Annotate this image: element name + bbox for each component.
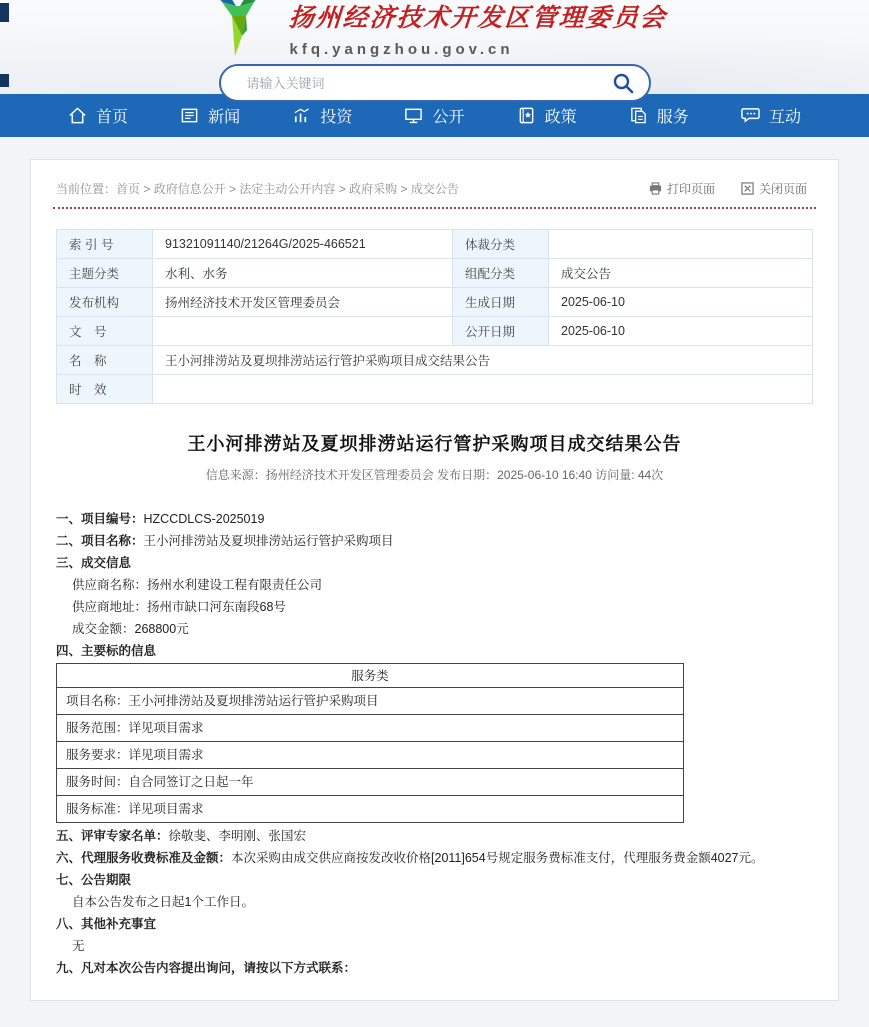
supplier-address-line: 供应商地址：扬州市缺口河东南段68号 xyxy=(72,600,286,614)
section-label: 五、评审专家名单： xyxy=(56,829,169,843)
search-icon[interactable] xyxy=(611,71,635,95)
content-card xyxy=(30,159,839,1001)
nav-item-home[interactable] xyxy=(68,104,128,127)
section-subject-heading: 四、主要标的信息 xyxy=(56,644,157,658)
table-row xyxy=(57,375,813,404)
meta-label-group: 组配分类 xyxy=(453,259,549,288)
award-amount-line: 成交金额：268800元 xyxy=(72,622,189,636)
breadcrumb-prefix: 当前位置： xyxy=(56,182,117,196)
screen-edge-fragment-top xyxy=(0,3,9,22)
service-standard: 服务标准：详见项目需求 xyxy=(57,796,684,823)
site-title: 扬州经济技术开发区管理委员会 xyxy=(288,3,669,32)
nav-item-policy[interactable] xyxy=(517,104,577,127)
breadcrumb-row xyxy=(56,174,813,207)
meta-value-topic: 水利、水务 xyxy=(153,259,453,288)
section-experts xyxy=(56,826,813,846)
meta-value-index: 91321091140/21264G/2025-466521 xyxy=(153,230,453,259)
table-row xyxy=(57,230,813,259)
meta-value-name: 王小河排涝站及夏坝排涝站运行管护采购项目成交结果公告 xyxy=(153,346,813,375)
table-row xyxy=(57,688,684,715)
service-duration: 服务时间：自合同签订之日起一年 xyxy=(57,769,684,796)
supplementary-line: 无 xyxy=(72,939,85,953)
close-icon xyxy=(741,182,754,195)
section-project-number xyxy=(56,509,813,529)
table-row xyxy=(57,742,684,769)
announcement-period-line: 自本公告发布之日起1个工作日。 xyxy=(72,895,254,909)
site-url: kfq.yangzhou.gov.cn xyxy=(289,41,514,58)
section-label: 二、项目名称： xyxy=(56,534,144,548)
invest-icon xyxy=(292,106,311,125)
meta-value-genre xyxy=(549,230,813,259)
chat-icon xyxy=(741,106,760,125)
breadcrumb-item-award[interactable]: 成交公告 xyxy=(410,182,459,196)
section-value: 王小河排涝站及夏坝排涝站运行管护采购项目 xyxy=(143,534,394,548)
supplier-name-line: 供应商名称：扬州水利建设工程有限责任公司 xyxy=(72,578,323,592)
nav-label: 政策 xyxy=(544,109,577,126)
meta-label-name: 名 称 xyxy=(57,346,153,375)
nav-item-interact[interactable] xyxy=(741,104,801,127)
print-page-label: 打印页面 xyxy=(666,182,715,196)
service-scope: 服务范围：详见项目需求 xyxy=(57,715,684,742)
brand-text xyxy=(289,0,667,58)
close-page-label: 关闭页面 xyxy=(758,182,807,196)
meta-label-created: 生成日期 xyxy=(453,288,549,317)
nav-label: 投资 xyxy=(320,109,353,126)
breadcrumb-item-home[interactable]: 首页 xyxy=(116,182,141,196)
meta-label-docno: 文 号 xyxy=(57,317,153,346)
section-value: 徐敬斐、李明刚、张国宏 xyxy=(168,829,307,843)
article-title: 王小河排涝站及夏坝排涝站运行管护采购项目成交结果公告 xyxy=(187,434,682,454)
section-label: 六、代理服务收费标准及金额： xyxy=(56,851,232,865)
meta-label-agency: 发布机构 xyxy=(57,288,153,317)
print-page-button[interactable] xyxy=(649,180,715,197)
nav-item-service[interactable] xyxy=(629,104,689,127)
dotted-separator xyxy=(53,207,816,209)
page-tools xyxy=(649,180,807,197)
close-page-button[interactable] xyxy=(741,180,807,197)
table-row xyxy=(57,796,684,823)
nav-label: 新闻 xyxy=(208,109,241,126)
section-project-name xyxy=(56,531,813,551)
table-row xyxy=(57,769,684,796)
meta-value-created: 2025-06-10 xyxy=(549,288,813,317)
screen-edge-fragment-bottom xyxy=(0,74,9,87)
breadcrumb-separator: > xyxy=(335,182,350,196)
site-logo-icon xyxy=(201,0,275,58)
service-detail-table xyxy=(56,663,684,823)
section-label: 一、项目编号： xyxy=(56,512,144,526)
nav-item-invest[interactable] xyxy=(292,104,352,127)
breadcrumb xyxy=(56,180,459,197)
site-header xyxy=(0,0,869,94)
search-input[interactable] xyxy=(247,76,611,91)
section-agency-fee xyxy=(56,848,813,868)
breadcrumb-item-procurement[interactable]: 政府采购 xyxy=(349,182,398,196)
home-icon xyxy=(68,106,87,125)
service-requirement: 服务要求：详见项目需求 xyxy=(57,742,684,769)
table-row xyxy=(57,259,813,288)
breadcrumb-separator: > xyxy=(397,182,411,196)
table-row xyxy=(57,664,684,688)
table-row xyxy=(57,317,813,346)
section-contact-heading: 九、凡对本次公告内容提出询问，请按以下方式联系： xyxy=(56,961,357,975)
meta-value-group: 成交公告 xyxy=(549,259,813,288)
meta-value-docno xyxy=(153,317,453,346)
section-award-info-heading: 三、成交信息 xyxy=(56,556,132,570)
nav-item-news[interactable] xyxy=(180,104,240,127)
breadcrumb-separator: > xyxy=(225,182,240,196)
news-icon xyxy=(180,106,199,125)
service-icon xyxy=(629,106,648,125)
article-source-line: 信息来源：扬州经济技术开发区管理委员会 发布日期：2025-06-10 16:40 访问量: 44次 xyxy=(205,468,664,482)
section-supplementary-heading: 八、其他补充事宜 xyxy=(56,917,157,931)
meta-label-index: 索 引 号 xyxy=(57,230,153,259)
nav-label: 公开 xyxy=(432,109,465,126)
section-announcement-period-heading: 七、公告期限 xyxy=(56,873,132,887)
brand xyxy=(0,0,869,58)
nav-item-open[interactable] xyxy=(404,104,464,127)
service-table-header: 服务类 xyxy=(57,664,684,688)
meta-label-topic: 主题分类 xyxy=(57,259,153,288)
meta-value-agency: 扬州经济技术开发区管理委员会 xyxy=(153,288,453,317)
policy-icon xyxy=(517,106,536,125)
nav-label: 首页 xyxy=(96,109,129,126)
section-value: HZCCDLCS-2025019 xyxy=(143,512,265,526)
table-row xyxy=(57,715,684,742)
nav-label: 互动 xyxy=(768,109,801,126)
monitor-icon xyxy=(404,106,423,125)
search-bar[interactable] xyxy=(219,64,651,102)
service-project-name: 项目名称：王小河排涝站及夏坝排涝站运行管护采购项目 xyxy=(57,688,684,715)
document-meta-table xyxy=(56,229,813,404)
breadcrumb-separator: > xyxy=(140,182,154,196)
meta-value-published: 2025-06-10 xyxy=(549,317,813,346)
section-value: 本次采购由成交供应商按发改收价格[2011]654号规定服务费标准支付，代理服务费金额4027元。 xyxy=(231,851,764,865)
breadcrumb-item-legal[interactable]: 法定主动公开内容 xyxy=(239,182,336,196)
article-body xyxy=(56,509,813,978)
meta-label-validity: 时 效 xyxy=(57,375,153,404)
printer-icon xyxy=(649,182,662,195)
table-row xyxy=(57,288,813,317)
breadcrumb-item-info[interactable]: 政府信息公开 xyxy=(153,182,226,196)
meta-value-validity xyxy=(153,375,813,404)
table-row xyxy=(57,346,813,375)
meta-label-genre: 体裁分类 xyxy=(453,230,549,259)
meta-label-published: 公开日期 xyxy=(453,317,549,346)
nav-label: 服务 xyxy=(656,109,689,126)
